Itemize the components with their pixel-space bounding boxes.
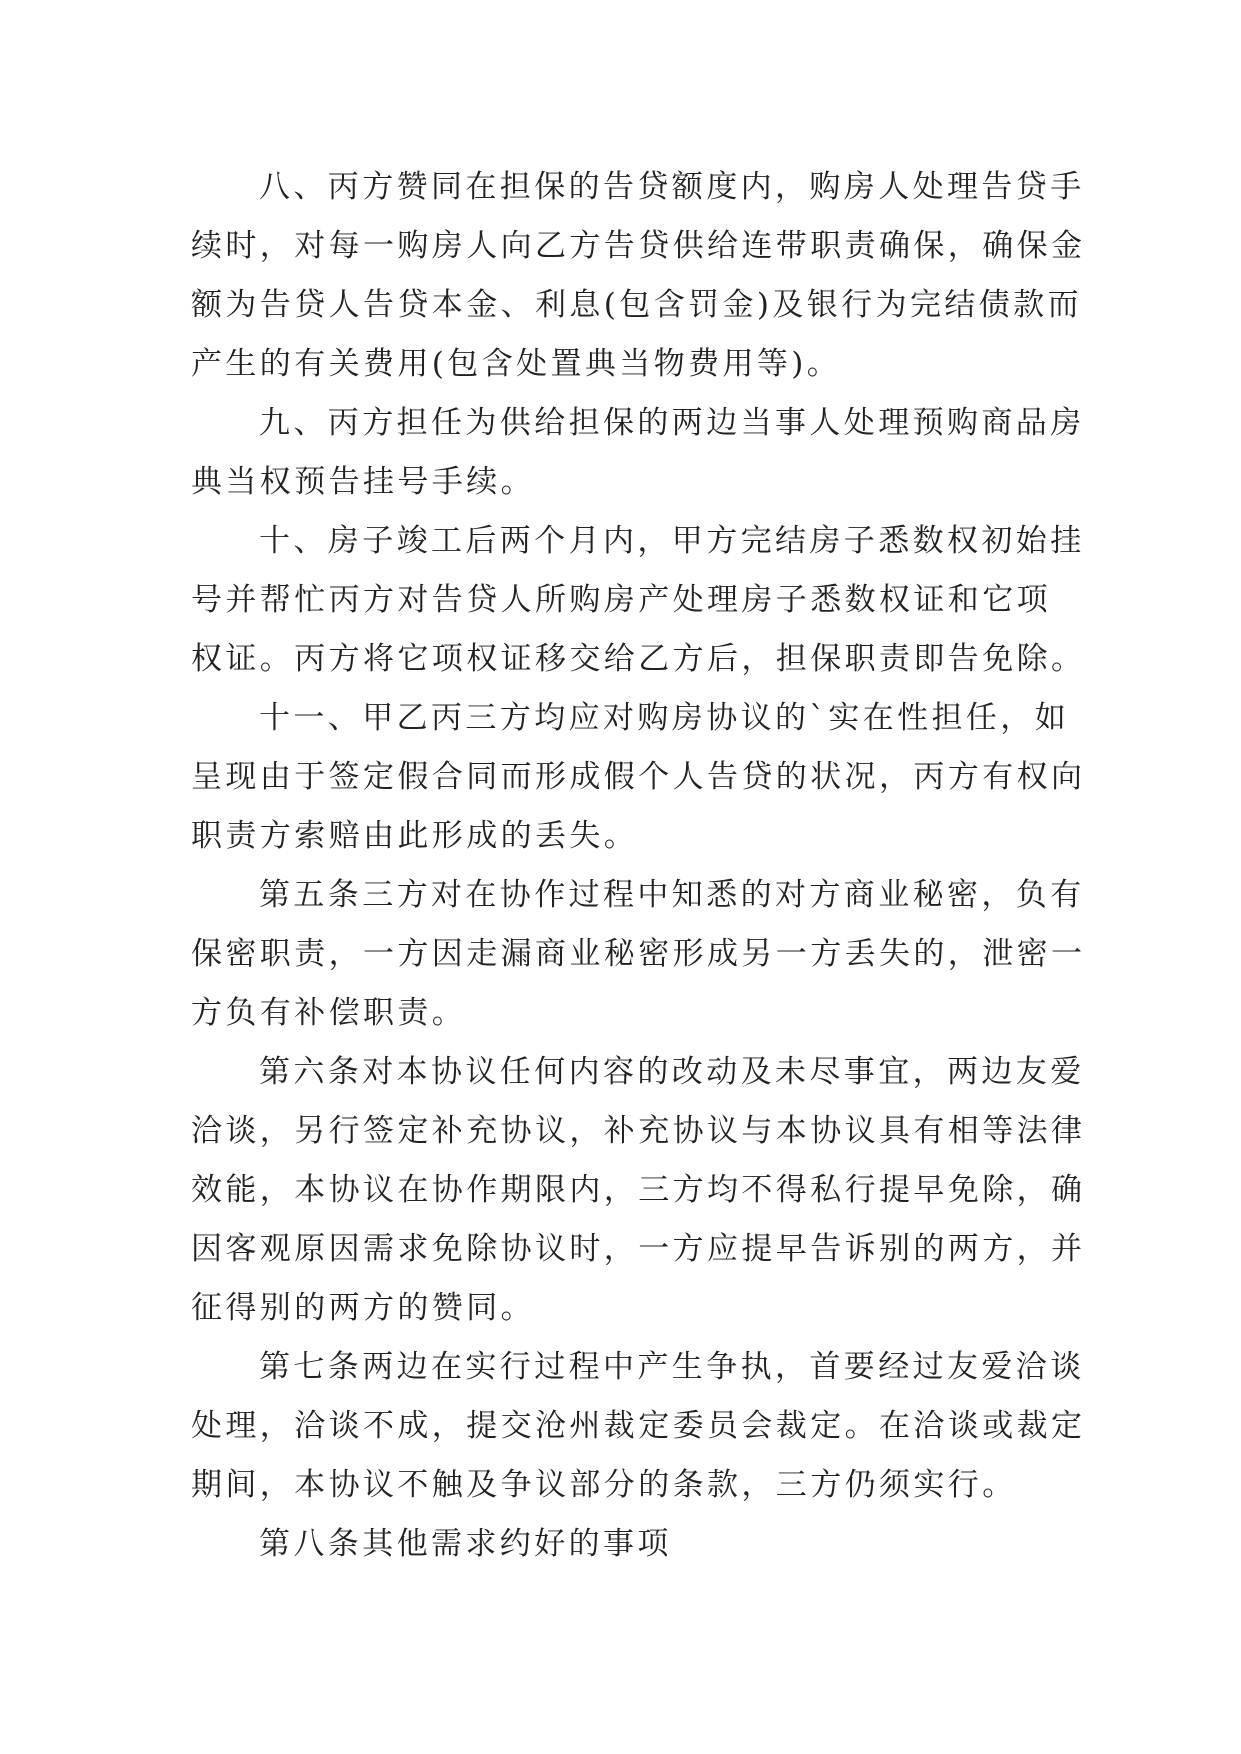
text-line: 处理，洽谈不成，提交沧州裁定委员会裁定。在洽谈或裁定 <box>191 1408 1086 1444</box>
paragraph-article-6 <box>191 1043 1086 1338</box>
text-line: 呈现由于签定假合同而形成假个人告贷的状况，丙方有权向 <box>191 759 1086 795</box>
text-line: 第六条对本协议任何内容的改动及未尽事宜，两边友爱 <box>259 1054 1085 1090</box>
text-line: 保密职责，一方因走漏商业秘密形成另一方丢失的，泄密一 <box>191 936 1086 972</box>
document-body <box>191 158 1086 1574</box>
text-line: 十一、甲乙丙三方均应对购房协议的`实在性担任，如 <box>259 700 1070 736</box>
text-line: 八、丙方赞同在担保的告贷额度内，购房人处理告贷手 <box>259 169 1085 205</box>
text-line: 产生的有关费用(包含处置典当物费用等)。 <box>191 346 842 382</box>
text-line: 效能，本协议在协作期限内，三方均不得私行提早免除，确 <box>191 1172 1086 1208</box>
text-line: 号并帮忙丙方对告贷人所购房产处理房子悉数权证和它项 <box>191 582 1051 618</box>
paragraph-item-8 <box>191 158 1086 394</box>
paragraph-article-5 <box>191 866 1086 1043</box>
text-line: 第八条其他需求约好的事项 <box>259 1526 672 1562</box>
text-line: 洽谈，另行签定补充协议，补充协议与本协议具有相等法律 <box>191 1113 1086 1149</box>
text-line: 权证。丙方将它项权证移交给乙方后，担保职责即告免除。 <box>191 641 1086 677</box>
text-line: 续时，对每一购房人向乙方告贷供给连带职责确保，确保金 <box>191 228 1086 264</box>
paragraph-item-10 <box>191 512 1086 689</box>
paragraph-article-8 <box>191 1515 1051 1574</box>
text-line: 第五条三方对在协作过程中知悉的对方商业秘密，负有 <box>259 877 1085 913</box>
paragraph-article-7 <box>191 1338 1086 1515</box>
text-line: 典当权预告挂号手续。 <box>191 464 535 500</box>
text-line: 因客观原因需求免除协议时，一方应提早告诉别的两方，并 <box>191 1231 1086 1267</box>
text-line: 九、丙方担任为供给担保的两边当事人处理预购商品房 <box>259 405 1085 441</box>
text-line: 额为告贷人告贷本金、利息(包含罚金)及银行为完结债款而 <box>191 287 1082 323</box>
text-line: 第七条两边在实行过程中产生争执，首要经过友爱洽谈 <box>259 1349 1085 1385</box>
paragraph-item-9 <box>191 394 1085 512</box>
paragraph-item-11 <box>191 689 1086 866</box>
text-line: 征得别的两方的赞同。 <box>191 1290 535 1326</box>
text-line: 十、房子竣工后两个月内，甲方完结房子悉数权初始挂 <box>259 523 1085 559</box>
text-line: 期间，本协议不触及争议部分的条款，三方仍须实行。 <box>191 1467 1017 1503</box>
text-line: 方负有补偿职责。 <box>191 995 467 1031</box>
text-line: 职责方索赔由此形成的丢失。 <box>191 818 639 854</box>
